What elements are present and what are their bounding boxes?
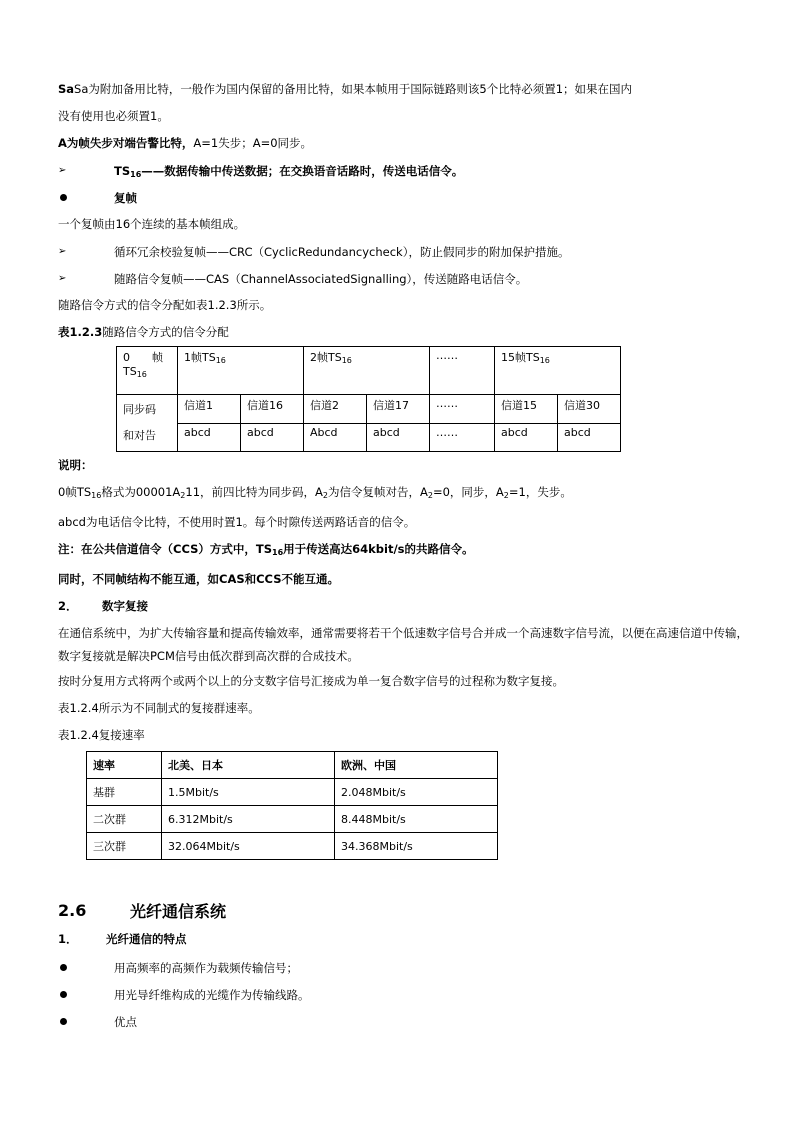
table-cell: 基群 — [87, 779, 162, 806]
table-cell: 信道15 — [495, 395, 558, 424]
list-item: 用高频率的高频作为载频传输信号； — [58, 954, 748, 981]
table1-row-label: 同步码 和对告 — [117, 395, 178, 452]
table-cell: 8.448Mbit/s — [335, 806, 498, 833]
bullet-dot-icon — [60, 964, 67, 971]
table-cell: 信道2 — [304, 395, 367, 424]
table-cell: 信道16 — [241, 395, 304, 424]
bullet-dot-icon — [60, 194, 67, 201]
crc-bullet: ➢ 循环冗余校验复帧——CRC（CyclicRedundancycheck），防止假同步的附加保护措施。 — [58, 244, 570, 259]
list-item: 优点 — [58, 1008, 748, 1035]
table-cell: 三次群 — [87, 833, 162, 860]
table-cell: abcd — [241, 423, 304, 452]
section-2-heading: 2． 数字复接 — [58, 599, 148, 613]
signalling-table — [116, 346, 621, 452]
arrowhead-icon: ➢ — [58, 165, 67, 176]
table-cell: 6.312Mbit/s — [162, 806, 335, 833]
table-cell: 二次群 — [87, 806, 162, 833]
sa-line-2: 没有使用也必须置1。 — [58, 109, 169, 123]
subsection-1-heading: 1． 光纤通信的特点 — [58, 932, 187, 946]
multiframe-desc: 一个复帧由16个连续的基本帧组成。 — [58, 217, 246, 231]
ts16-bullet — [58, 157, 748, 184]
a-bit-line: A为帧失步对端告警比特，A=1失步；A=0同步。 — [58, 136, 313, 150]
table2-header: 欧洲、中国 — [335, 752, 498, 779]
table1-head-f15: 15帧$TS_{16}$ — [495, 347, 621, 395]
table-cell: …… — [430, 423, 495, 452]
section-2-p1: 在通信系统中，为扩大传输容量和提高传输效率，通常需要将若干个低速数字信号合并成一个高速数字信号流，以便在高速信道中传输，数字复接就是解决PCM信号由低次群到高次群的合成技术。 — [58, 626, 748, 663]
document-page — [58, 76, 748, 1035]
multiframe-heading: 复帧 — [58, 184, 748, 211]
table-cell: …… — [430, 395, 495, 424]
table-cell: 34.368Mbit/s — [335, 833, 498, 860]
note-3: 注：在公共信道信令（CCS）方式中，$TS_{16}$用于传送高达64kbit/s的共路信令。 — [58, 542, 474, 557]
table-cell: 信道1 — [178, 395, 241, 424]
cas-ref: 随路信令方式的信令分配如表1.2.3所示。 — [58, 298, 272, 312]
table1-caption: 表1.2.3随路信令方式的信令分配 — [58, 325, 229, 339]
table1-head-dots: …… — [430, 347, 495, 395]
cas-bullet: ➢ 随路信令复帧——CAS（ChannelAssociatedSignalling），传送随路电话信令。 — [58, 271, 528, 286]
multiplex-rate-table — [86, 751, 498, 860]
table-cell: abcd — [558, 423, 621, 452]
section-2-6-heading: 2.6 光纤通信系统 — [58, 900, 227, 921]
section-2-p2: 按时分复用方式将两个或两个以上的分支数字信号汇接成为单一复合数字信号的过程称为数字复接。 — [58, 674, 564, 688]
note-1: 0帧$TS_{16}$格式为$00001A_211$，前四比特为同步码，$A_2$为信令复帧对告，$A_2=0$，同步，$A_2=1$，失步。 — [58, 485, 572, 500]
table-cell: abcd — [367, 423, 430, 452]
sa-line-1: SaSa为附加备用比特，一般作为国内保留的备用比特，如果本帧用于国际链路则该5个比特必须置1；如果在国内 — [58, 82, 633, 96]
table-cell: 信道30 — [558, 395, 621, 424]
arrowhead-icon: ➢ — [58, 246, 67, 257]
table-cell: 信道17 — [367, 395, 430, 424]
table-cell: Abcd — [304, 423, 367, 452]
bullet-dot-icon — [60, 1018, 67, 1025]
table1-head-f1: 1帧$TS_{16}$ — [178, 347, 304, 395]
list-item: 用光导纤维构成的光缆作为传输线路。 — [58, 981, 748, 1008]
note-4: 同时，不同帧结构不能互通，如CAS和CCS不能互通。 — [58, 572, 339, 586]
table1-head-f2: 2帧$TS_{16}$ — [304, 347, 430, 395]
table-cell: abcd — [495, 423, 558, 452]
table-cell: 32.064Mbit/s — [162, 833, 335, 860]
section-2-p3: 表1.2.4所示为不同制式的复接群速率。 — [58, 701, 260, 715]
table2-header: 北美、日本 — [162, 752, 335, 779]
table-cell: abcd — [178, 423, 241, 452]
bullet-dot-icon — [60, 991, 67, 998]
ts16-text: $TS_{16}——$数据传输中传送数据；在交换语音话路时，传送电话信令。 — [114, 163, 464, 179]
table2-caption: 表1.2.4复接速率 — [58, 728, 145, 742]
table2-header: 速率 — [87, 752, 162, 779]
note-2: abcd为电话信令比特，不使用时置1。每个时隙传送两路话音的信令。 — [58, 515, 416, 529]
table-cell: 1.5Mbit/s — [162, 779, 335, 806]
table1-head-0: 0 帧 $TS_{16}$ — [117, 347, 178, 395]
notes-title: 说明： — [58, 458, 93, 472]
table-cell: 2.048Mbit/s — [335, 779, 498, 806]
arrowhead-icon: ➢ — [58, 273, 67, 284]
